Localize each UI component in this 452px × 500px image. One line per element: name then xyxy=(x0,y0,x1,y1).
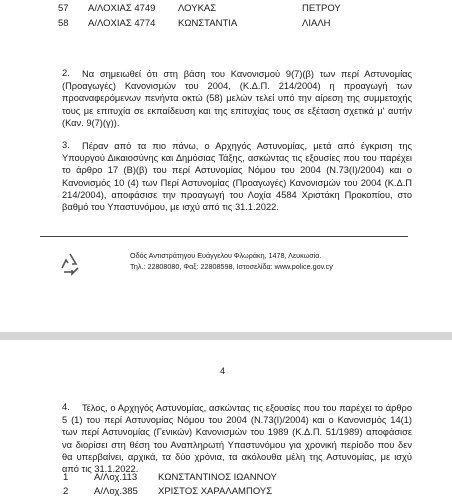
row-number: 58 xyxy=(58,18,69,29)
row-number: 1 xyxy=(63,472,69,483)
paragraph-number: 2. xyxy=(62,68,70,78)
table-row xyxy=(0,3,452,17)
footer-contacts: Τηλ.: 22808080, Φαξ: 22808598, Ιστοσελίδα: www.police.gov.cy xyxy=(130,262,333,271)
full-name: ΚΩΝΣΤΑΝΤΙΝΟΣ ΙΩΑΝΝΟΥ xyxy=(158,472,277,483)
paragraph-4: Τέλος, ο Αρχηγός Αστυνομίας, ασκώντας τις εξουσίες που του παρέχει το άρθρο 5 (1) του περί Αστυνομίας Νόμου του 2004 (Ν.73(Ι)/2004) και ο Κανονισμός 14(1) των περί Αστυνομίας (Γενικών) Κανονισμών του 1989 (Κ.Δ.Π. 51/1989) αποφάσισε να διορίσει στη θέση του Αναπληρωτή Υπαστυνόμου για χρονική περίοδο που δεν θα υπερβαίνει, αρχικά, τα δύο χρόνια, τα ακόλουθα μέλη της Αστυνομίας, με ισχύ από τις 31.1.2022. xyxy=(62,403,412,475)
footer-address: Οδός Αντιστράτηγου Ευάγγελου Φλωράκη, 1478, Λευκωσία. xyxy=(130,251,322,260)
last-name: ΛΙΑΛΗ xyxy=(302,18,331,29)
rank-id: Α/ΛΟΧΙΑΣ 4749 xyxy=(88,3,156,14)
paragraph-3: Πέραν από τα πιο πάνω, ο Αρχηγός Αστυνομίας, μετά από έγκριση της Υπουργού Δικαιοσύνης και Δημόσιας Τάξης, ασκώντας τις εξουσίες που του παρέχει το άρθρο 17 (Β)(β) του περί Αστυνομίας Νόμου του 2004 (Ν.73(Ι)/2004) και ο Κανονισμός 10 (4) των Περί Αστυνομίας (Προαγωγές) Κανονισμών του 2004 (Κ.Δ.Π 214/2004), αποφάσισε την προαγωγή του Λοχία 4584 Χριστάκη Προκοπίου, στο βαθμό του Υπαστυνόμου, με ισχύ από τις 31.1.2022. xyxy=(62,141,412,213)
rank-id: Α/Λοχ.113 xyxy=(94,472,138,483)
row-number: 57 xyxy=(58,3,69,14)
paragraph-number: 3. xyxy=(62,140,70,150)
first-name: ΛΟΥΚΑΣ xyxy=(178,3,217,14)
paragraph-number: 4. xyxy=(62,402,70,412)
page-number: 4 xyxy=(220,366,226,376)
first-name: ΚΩΝΣΤΑΝΤΙΑ xyxy=(178,18,238,29)
table-row xyxy=(0,472,452,486)
paragraph-2: Να σημειωθεί ότι στη βάση του Κανονισμού 9(7)(β) των περί Αστυνομίας (Προαγωγές) Κανονισμών του 2004, (Κ.Δ.Π. 214/2004) η προαγωγή των προαναφερόμενων πενήντα οκτώ (58) μελών τελεί υπό την αίρεση της συμμετοχής τους με επιτυχία σε εκπαίδευση και της επιτυχίας τους σε εξέταση σχετικά μ' αυτήν (Καν. 9(7)(γ)). xyxy=(62,69,412,128)
table-row xyxy=(0,486,452,500)
rank-id: Α/ΛΟΧΙΑΣ 4774 xyxy=(88,18,156,29)
recycle-icon xyxy=(56,250,84,278)
footer-divider xyxy=(40,236,408,237)
row-number: 2 xyxy=(63,486,69,497)
page-gap xyxy=(0,332,452,340)
last-name: ΠΕΤΡΟΥ xyxy=(302,3,341,14)
table-row xyxy=(0,18,452,32)
full-name: ΧΡΙΣΤΟΣ ΧΑΡΑΛΑΜΠΟΥΣ xyxy=(158,486,273,497)
rank-id: Α/Λοχ.385 xyxy=(94,486,138,497)
